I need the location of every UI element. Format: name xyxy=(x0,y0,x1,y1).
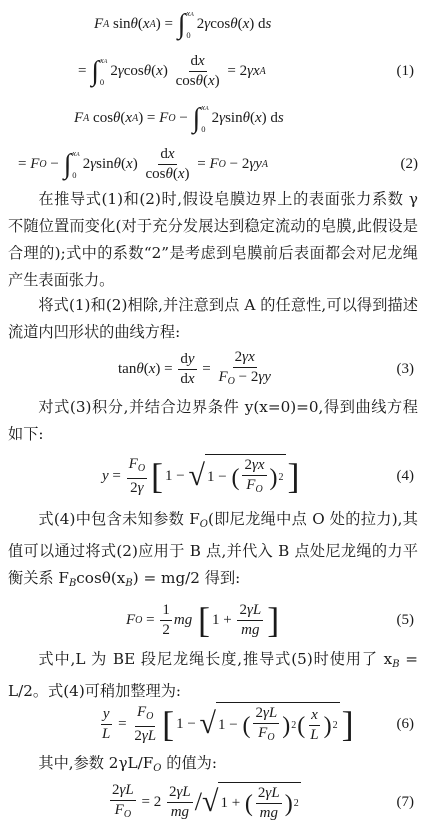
paragraph-length-definition: 式中,L 为 BE 段尼龙绳长度,推导式(5)时使用了 $x_B = L/2$。式(4)可稍加整理为: xyxy=(8,650,418,700)
paragraph-parameter-value: 其中,参数 $2\gamma L/F_O$ 的值为: xyxy=(38,754,217,774)
equation-5: F O = $\frac{1}{2}$ mg [ 1 + $\frac{2\gamma L}{mg}$ ] (5) xyxy=(126,600,414,640)
equation-1-number: (1) xyxy=(396,62,414,79)
equation-2-line-1: F A cos θ ( x A ) = F O − ∫ xA 0 2 γ sin θ ( x ) d s xyxy=(74,102,284,134)
equation-6-number: (6) xyxy=(396,715,414,732)
equation-4-number: (4) xyxy=(396,467,414,484)
equation-1-line-2: = ∫ xA 0 2 γ cos θ ( x ) $\frac{dx}{\cos\theta(x)}$ = 2 γx A (1) xyxy=(78,52,414,89)
paragraph-divide-equations: 将式(1)和(2)相除,并注意到点 A 的任意性,可以得到描述流道内凹形状的曲线方程: xyxy=(8,296,418,341)
equation-2-number: (2) xyxy=(400,155,418,172)
paragraph-unknown-parameter: 式(4)中包含未知参数 $F_O$(即尼龙绳中点 O 处的拉力),其值可以通过将式(2)应用于 B 点,并代入 B 点处尼龙绳的力平衡关系 $F_B\cos\theta(x_B) = mg/2$ 得到: xyxy=(8,510,418,589)
equation-6: $\frac{y}{L}$ = $\frac{F_O}{2\gamma L}$ [ 1 − √ 1 − ( $\frac{2\gamma L}{F_O}$ ) 2 ( $\frac{x}{L}$ ) 2 ] (6) xyxy=(102,703,414,744)
equation-3-number: (3) xyxy=(396,360,414,377)
equation-7: $\frac{2\gamma L}{F_O}$ = 2 $\frac{2\gamma L}{mg}$ / √ 1 + ( $\frac{2\gamma L}{mg}$ ) 2 (7) xyxy=(112,781,414,821)
equation-7-number: (7) xyxy=(396,793,414,810)
paragraph-assumption: 在推导式(1)和(2)时,假设皂膜边界上的表面张力系数 γ 不随位置而变化(对于充分发展达到稳定流动的皂膜,此假设是合理的);式中的系数“2”是考虑到皂膜前后表面都会对尼龙绳产生表面张力。 xyxy=(8,190,418,289)
equation-2-line-2: = F O − ∫ xA 0 2 γ sin θ ( x ) $\frac{dx}{\cos\theta(x)}$ = F O − 2 γy A (2) xyxy=(18,145,418,182)
equation-4: y = $\frac{F_O}{2\gamma}$ [ 1 − √ 1 − ( $\frac{2\gamma x}{F_O}$ ) 2 ] (4) xyxy=(102,455,414,496)
equation-3: tan θ ( x ) = $\frac{dy}{dx}$ = $\frac{2\gamma x}{F_O - 2\gamma y}$ (3) xyxy=(118,348,414,387)
equation-5-number: (5) xyxy=(396,611,414,628)
equation-1-line-1: F A sin θ ( x A ) = ∫ xA 0 2 γ cos θ ( x ) d s xyxy=(94,8,272,40)
paragraph-integration: 对式(3)积分,并结合边界条件 y(x=0)=0,得到曲线方程如下: xyxy=(8,398,418,443)
